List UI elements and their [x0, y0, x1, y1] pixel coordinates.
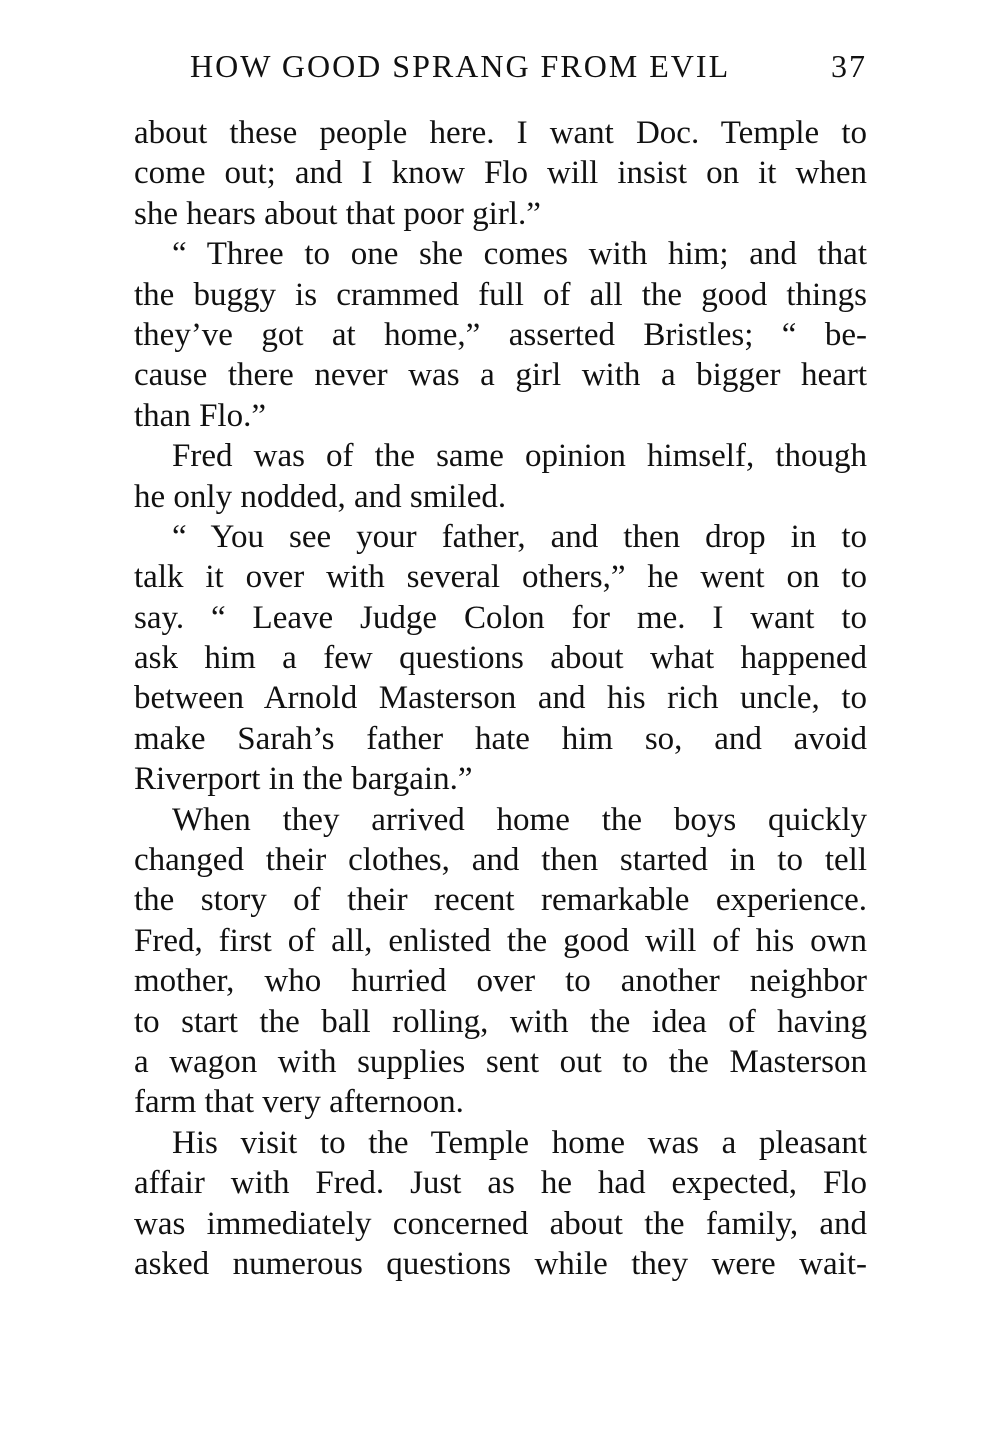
- running-title: HOW GOOD SPRANG FROM EVIL: [190, 48, 731, 84]
- text-line: make Sarah’s father hate him so, and avoid: [134, 720, 867, 757]
- text-line: the story of their recent remarkable experience.: [134, 882, 867, 919]
- body-text: [134, 113, 867, 1284]
- text-line: “ Three to one she comes with him; and that: [172, 236, 867, 273]
- text-line: Riverport in the bargain.”: [134, 761, 473, 798]
- text-line: between Arnold Masterson and his rich uncle, to: [134, 680, 867, 717]
- text-line: they’ve got at home,” asserted Bristles; “ be-: [134, 316, 867, 353]
- page-number: 37: [831, 48, 867, 84]
- text-line: than Flo.”: [134, 397, 266, 434]
- text-line: to start the ball rolling, with the idea of having: [134, 1003, 867, 1040]
- text-line: mother, who hurried over to another neighbor: [134, 963, 867, 1000]
- text-line: ask him a few questions about what happened: [134, 640, 867, 677]
- text-line: Fred, first of all, enlisted the good will of his own: [134, 922, 867, 959]
- text-line: talk it over with several others,” he went on to: [134, 559, 867, 596]
- text-line: “ You see your father, and then drop in to: [172, 518, 867, 555]
- text-line: was immediately concerned about the family, and: [134, 1205, 867, 1242]
- text-line: about these people here. I want Doc. Temple to: [134, 115, 867, 151]
- text-line: cause there never was a girl with a bigger heart: [134, 357, 867, 394]
- text-line: Fred was of the same opinion himself, though: [172, 438, 867, 475]
- text-line: the buggy is crammed full of all the good things: [134, 276, 867, 313]
- text-line: a wagon with supplies sent out to the Masterson: [134, 1043, 867, 1080]
- text-line: When they arrived home the boys quickly: [172, 801, 867, 838]
- text-line: farm that very afternoon.: [134, 1084, 464, 1121]
- text-line: she hears about that poor girl.”: [134, 195, 541, 232]
- running-header: [134, 44, 867, 88]
- text-line: say. “ Leave Judge Colon for me. I want to: [134, 599, 867, 636]
- text-line: come out; and I know Flo will insist on it when: [134, 155, 867, 192]
- text-line: changed their clothes, and then started in to tell: [134, 842, 867, 879]
- text-line: affair with Fred. Just as he had expected, Flo: [134, 1165, 867, 1202]
- text-line: His visit to the Temple home was a pleasant: [172, 1124, 867, 1161]
- text-line: he only nodded, and smiled.: [134, 478, 507, 515]
- text-line: asked numerous questions while they were wait-: [134, 1245, 867, 1282]
